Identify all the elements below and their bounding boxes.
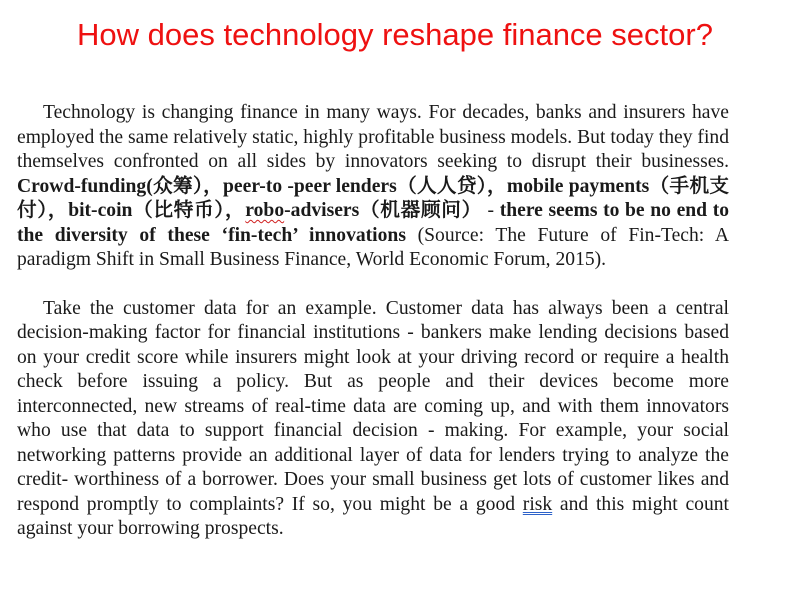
paragraph-intro bbox=[17, 101, 729, 273]
slide-body bbox=[17, 101, 729, 542]
risk-word-flagged: risk bbox=[522, 493, 553, 515]
customer-data-text: Take the customer data for an example. Customer data has always been a central decision-making factor for financial institutions - bankers make lending decisions based on your credit score while insurers might look at your driving record or require a health check before issuing a policy. But as people and their devices become more interconnected, new streams of real-time data are coming up, and with them innovators who use that data to support financial decision - making. For example, your social networking patterns provide an additional layer of data for lenders trying to analyze the credit- worthiness of a borrower. Does your small business get lots of customer likes and respond promptly to complaints? If so, you might be a good bbox=[17, 297, 729, 515]
term-separator: ， bbox=[486, 175, 507, 197]
term-robo-advisers: -advisers（机器顾问） bbox=[284, 200, 482, 221]
term-bit-coin: bit-coin（比特币） bbox=[68, 200, 225, 221]
customer-data-ending: and this might count against your borrowing prospects. bbox=[17, 493, 729, 539]
source-citation: (Source: The Future of Fin-Tech: A paradigm Shift in Small Business Finance, World Economic Forum, 2015). bbox=[17, 224, 729, 270]
term-separator: ， bbox=[47, 200, 69, 221]
term-separator: ， bbox=[224, 200, 246, 221]
term-robo-misspelled: robo bbox=[245, 200, 285, 221]
term-mobile-payments: mobile payments（手机支付） bbox=[17, 175, 730, 221]
intro-sentences: Technology is changing finance in many ways. For decades, banks and insurers have employed the same relatively static, highly profitable business models. But today they find themselves confronted on all sides by innovators seeking to disrupt their businesses. bbox=[17, 102, 729, 172]
term-separator: ， bbox=[203, 175, 224, 197]
term-crowd-funding: Crowd-funding(众筹） bbox=[17, 175, 204, 197]
term-peer-to-peer: peer-to -peer lenders（人人贷） bbox=[223, 175, 487, 197]
dash-separator: - bbox=[481, 200, 500, 221]
slide-title: How does technology reshape finance sector? bbox=[77, 17, 713, 52]
diversity-statement: there seems to be no end to the diversity of these ‘fin-tech’ innovations bbox=[17, 200, 730, 246]
paragraph-customer-data bbox=[17, 297, 729, 542]
